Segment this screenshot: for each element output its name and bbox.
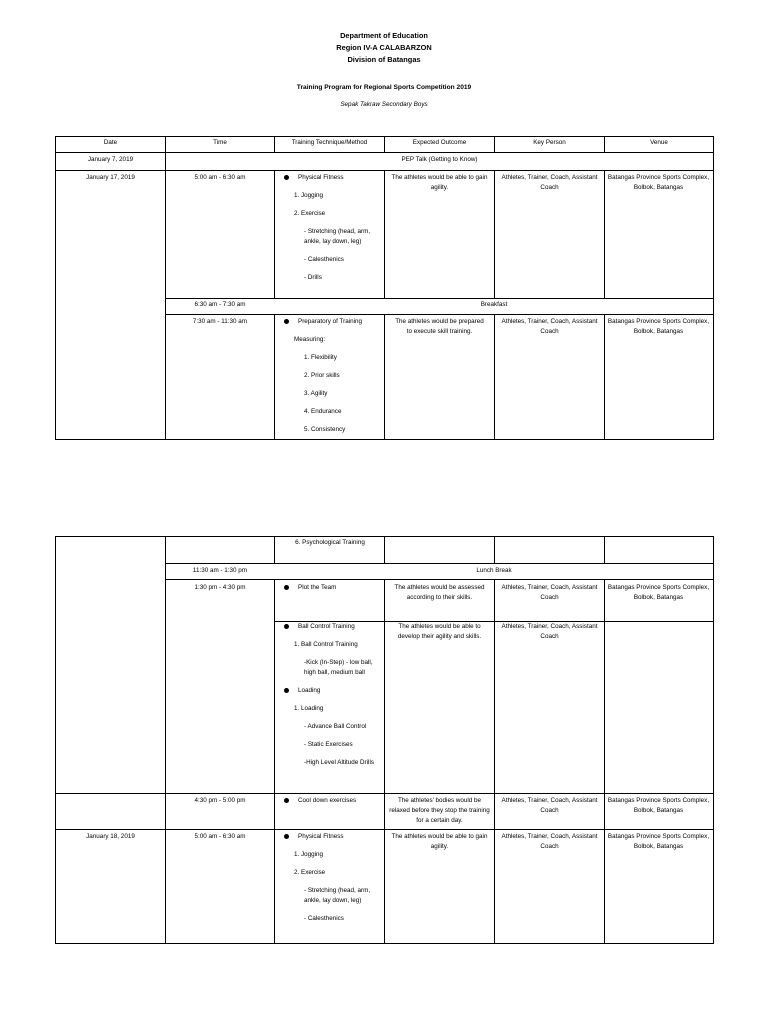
col-header-outcome: Expected Outcome: [412, 139, 467, 146]
key-person-cell: Athletes, Trainer, Coach, Assistant Coach: [501, 584, 598, 601]
outcome-cell: The athletes would be prepared to execute skill training.: [395, 318, 484, 335]
venue-cell: Batangas Province Sports Complex, Bolbok, Batangas: [607, 833, 710, 850]
col-header-technique: Training Technique/Method: [291, 139, 368, 146]
time-cell: 5:00 am - 6:30 am: [194, 833, 246, 840]
outcome-cell: The athletes would be assessed according to their skills.: [394, 584, 485, 601]
time-cell: 1:30 pm - 4:30 pm: [194, 584, 246, 591]
department-title: Department of Education: [340, 31, 428, 40]
time-cell: 6:30 am - 7:30 am: [194, 301, 246, 308]
technique-cell: Physical Fitness 1. Jogging 2. Exercise - Stretching (head, arm, ankle, lay down, leg) - Calesthenics: [282, 832, 380, 932]
time-cell: 5:00 am - 6:30 am: [194, 174, 246, 181]
venue-cell: Batangas Province Sports Complex, Bolbok, Batangas: [607, 318, 710, 335]
key-person-cell: Athletes, Trainer, Coach, Assistant Coach: [501, 833, 598, 850]
region-title: Region IV-A CALABARZON: [336, 43, 432, 52]
sport-subtitle: Sepak Takraw Secondary Boys: [340, 101, 428, 108]
technique-cell: Preparatory of Training Measuring: 1. Flexibility 2. Prior skills 3. Agility 4. Endurance 5. Consistency: [282, 317, 380, 443]
venue-cell: Batangas Province Sports Complex, Bolbok, Batangas: [607, 174, 710, 191]
venue-cell: Batangas Province Sports Complex, Bolbok, Batangas: [607, 797, 710, 814]
technique-cell: 6. Psychological Training: [295, 539, 365, 546]
merged-activity-cell: Breakfast: [480, 301, 508, 308]
technique-cell: Ball Control Training 1. Ball Control Training -Kick (In-Step) - low ball, high ball, medium ball Loading 1. Loading - Advance Ball Control - Static Exercises -High Level Altitude Drills: [282, 622, 380, 776]
outcome-cell: The athletes' bodies would be relaxed before they stop the training for a certain day.: [389, 797, 490, 824]
time-cell: 7:30 am - 11:30 am: [192, 318, 248, 325]
date-cell: January 7, 2019: [87, 156, 134, 163]
merged-activity-cell: PEP Talk (Getting to Know): [401, 156, 478, 163]
col-header-venue: Venue: [650, 139, 668, 146]
program-title: Training Program for Regional Sports Competition 2019: [296, 84, 472, 91]
venue-cell: Batangas Province Sports Complex, Bolbok, Batangas: [607, 584, 710, 601]
key-person-cell: Athletes, Trainer, Coach, Assistant Coach: [501, 623, 598, 640]
key-person-cell: Athletes, Trainer, Coach, Assistant Coach: [501, 797, 598, 814]
division-title: Division of Batangas: [347, 55, 421, 64]
outcome-cell: The athletes would be able to develop their agility and skills.: [397, 623, 482, 640]
col-header-key-person: Key Person: [533, 139, 566, 146]
col-header-date: Date: [103, 139, 118, 146]
key-person-cell: Athletes, Trainer, Coach, Assistant Coach: [501, 318, 598, 335]
technique-cell: Cool down exercises: [282, 796, 380, 806]
date-cell: January 18, 2019: [86, 833, 135, 840]
key-person-cell: Athletes, Trainer, Coach, Assistant Coach: [501, 174, 598, 191]
merged-activity-cell: Lunch Break: [476, 567, 512, 574]
time-cell: 11:30 am - 1:30 pm: [192, 567, 248, 574]
outcome-cell: The athletes would be able to gain agility.: [391, 833, 488, 850]
technique-cell: Physical Fitness 1. Jogging 2. Exercise - Stretching (head, arm, ankle, lay down, leg) - Calesthenics - Drills: [282, 173, 380, 291]
time-cell: 4:30 pm - 5:00 pm: [194, 797, 246, 804]
outcome-cell: The athletes would be able to gain agility.: [391, 174, 488, 191]
date-cell: January 17, 2019: [86, 174, 135, 181]
col-header-time: Time: [213, 139, 227, 146]
technique-cell: Plot the Team: [282, 583, 380, 593]
